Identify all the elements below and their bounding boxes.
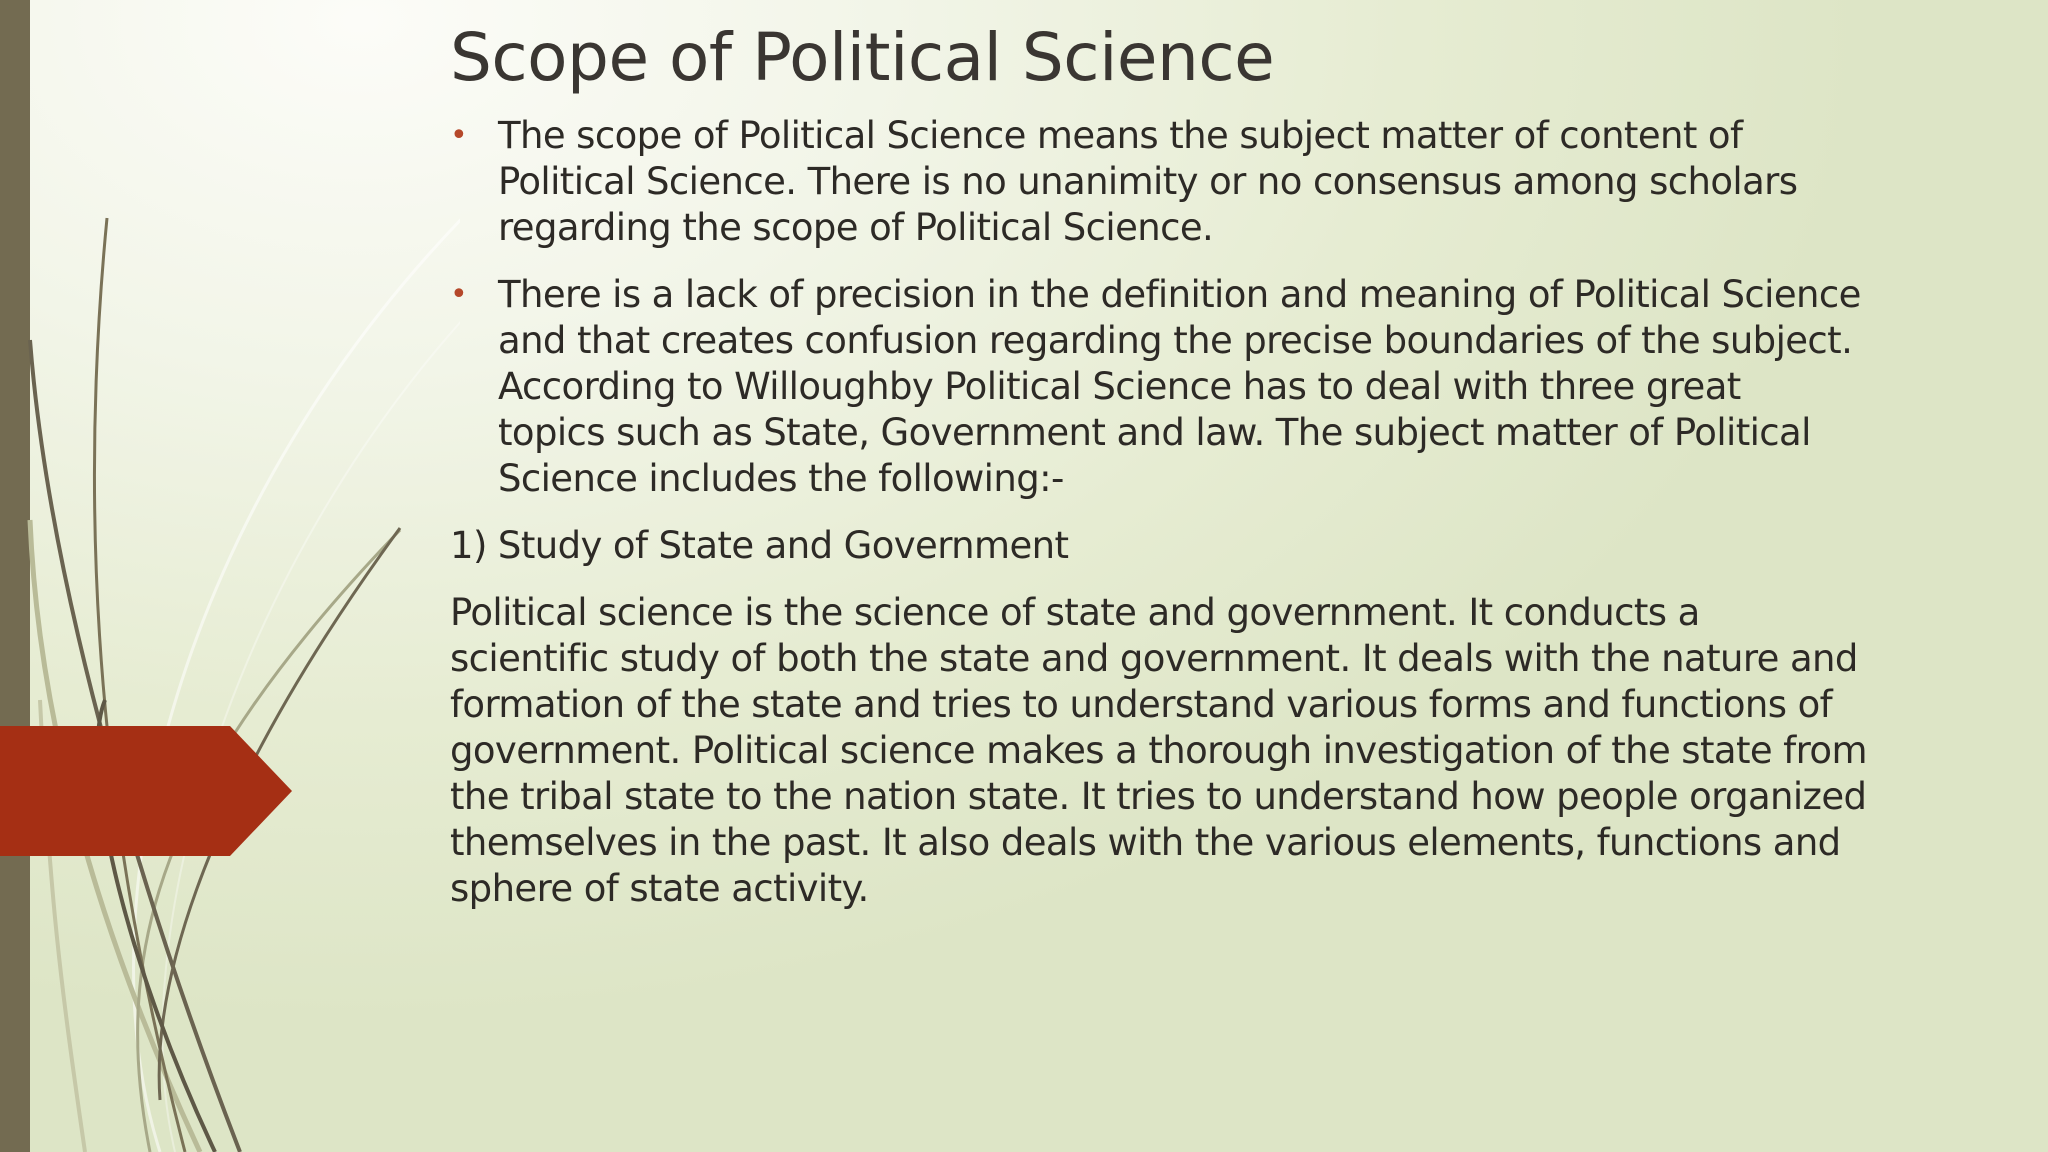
bullet-line: topics such as State, Government and law. The subject matter of Political bbox=[498, 411, 1811, 454]
paragraph-line: formation of the state and tries to understand various forms and functions of bbox=[450, 683, 1833, 726]
bullet-line: Science includes the following:- bbox=[498, 457, 1064, 500]
bullet-item bbox=[450, 272, 1920, 502]
bullet-line: and that creates confusion regarding the precise boundaries of the subject. bbox=[498, 319, 1853, 362]
slide-title: Scope of Political Science bbox=[450, 19, 1275, 96]
bullet-line: regarding the scope of Political Science. bbox=[498, 206, 1214, 249]
decorative-stems-graphic bbox=[0, 0, 460, 1152]
paragraph-line: Political science is the science of state and government. It conducts a bbox=[450, 591, 1700, 634]
bullet-line: There is a lack of precision in the definition and meaning of Political Science bbox=[498, 273, 1861, 316]
bullet-line: Political Science. There is no unanimity or no consensus among scholars bbox=[498, 160, 1798, 203]
section-subheading: 1) Study of State and Government bbox=[450, 524, 1069, 567]
paragraph-line: the tribal state to the nation state. It tries to understand how people organized bbox=[450, 775, 1867, 818]
arrow-banner-shape bbox=[0, 726, 292, 856]
paragraph-line: themselves in the past. It also deals with the various elements, functions and bbox=[450, 821, 1841, 864]
slide-body bbox=[450, 113, 1920, 933]
paragraph-line: government. Political science makes a thorough investigation of the state from bbox=[450, 729, 1867, 772]
bullet-item bbox=[450, 113, 1920, 251]
bullet-marker: • bbox=[450, 277, 468, 312]
body-paragraph bbox=[450, 590, 1920, 912]
paragraph-line: sphere of state activity. bbox=[450, 867, 869, 910]
bullet-line: The scope of Political Science means the subject matter of content of bbox=[498, 114, 1743, 157]
paragraph-line: scientific study of both the state and government. It deals with the nature and bbox=[450, 637, 1858, 680]
bullet-marker: • bbox=[450, 118, 468, 153]
bullet-line: According to Willoughby Political Science has to deal with three great bbox=[498, 365, 1741, 408]
